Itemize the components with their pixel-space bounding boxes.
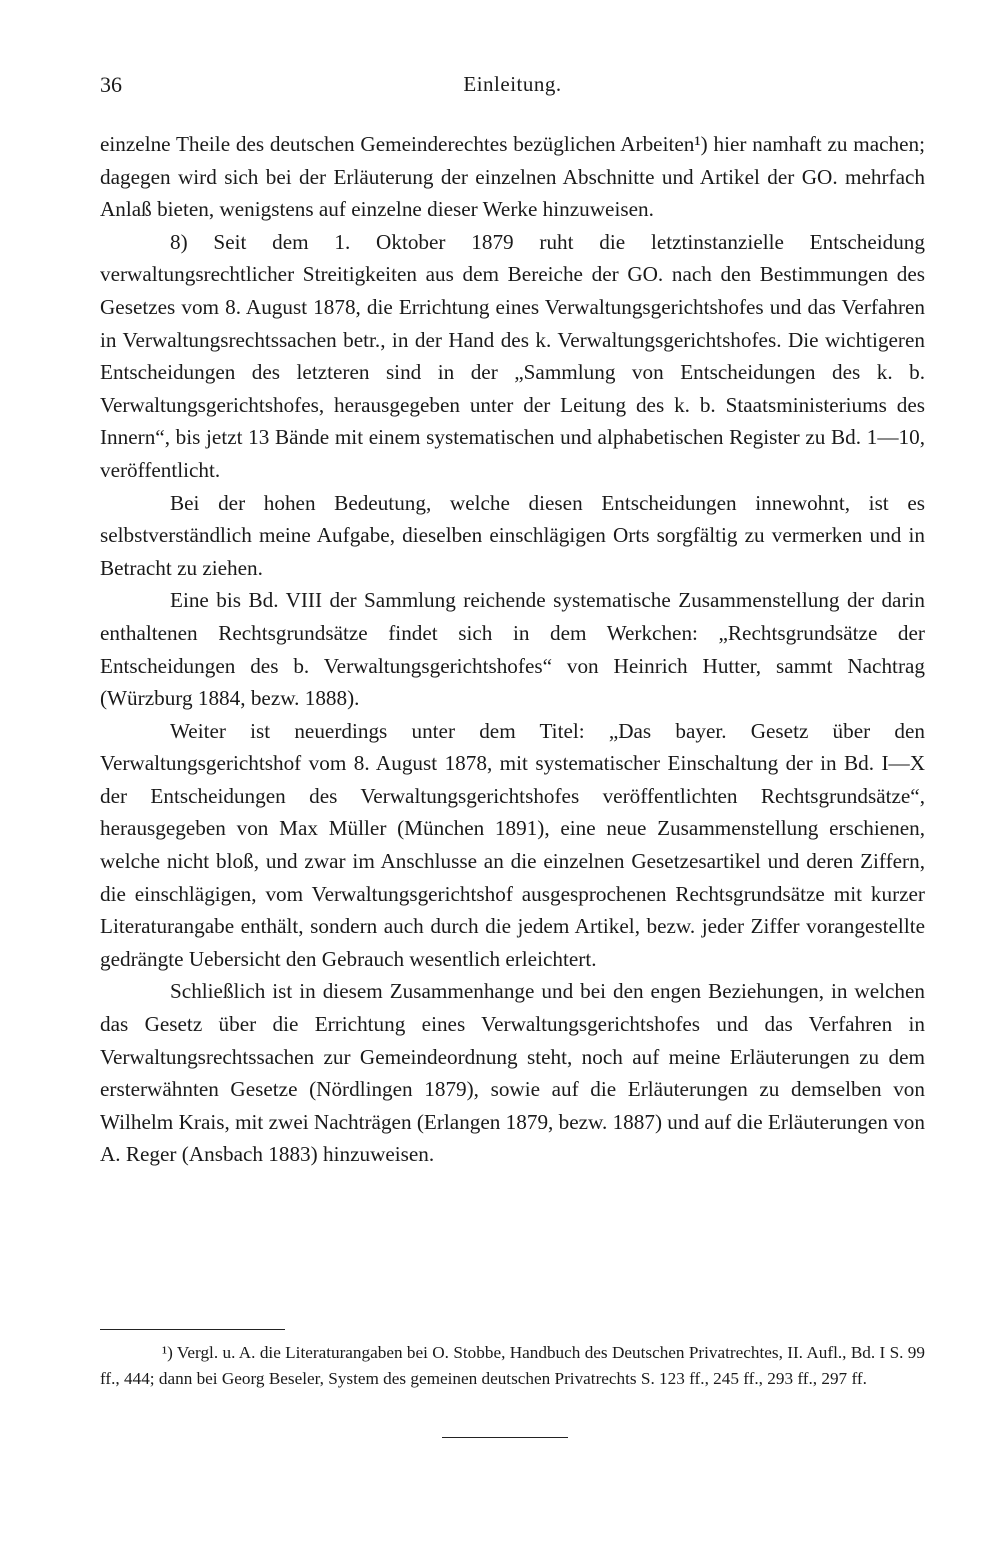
paragraph-continuation: einzelne Theile des deutschen Gemeinderechtes bezüglichen Arbeiten¹) hier namhaft zu machen; dagegen wird sich bei der Erläuterung der einzelnen Abschnitte und Artikel der GO. mehrfach Anlaß bieten, wenigstens auf einzelne dieser Werke hinzuweisen. — [100, 132, 925, 222]
footnote — [100, 1340, 925, 1392]
page-header — [100, 72, 925, 104]
main-text — [100, 128, 925, 1171]
end-rule — [442, 1437, 568, 1438]
page-number: 36 — [100, 72, 122, 97]
paragraph: Weiter ist neuerdings unter dem Titel: „Das bayer. Gesetz über den Verwaltungsgerichtshof vom 8. August 1878, mit systematischer Einschaltung der in Bd. I—X der Entscheidungen des Verwaltungsgerichtshofes veröffentlichten Rechtsgrundsätze“, herausgegeben von Max Müller (München 1891), eine neue Zusammenstellung erschienen, welche nicht bloß, und zwar im Anschlusse an die einzelnen Gesetzesartikel und deren Ziffern, die einschlägigen, vom Verwaltungsgerichtshof ausgesprochenen Rechtsgrundsätze mit kurzer Literaturangabe enthält, sondern auch durch die jedem Artikel, bezw. jeder Ziffer vorangestellte gedrängte Uebersicht den Gebrauch wesentlich erleichtert. — [100, 718, 925, 971]
footnote-divider — [100, 1329, 285, 1330]
footnote-text: ¹) Vergl. u. A. die Literaturangaben bei O. Stobbe, Handbuch des Deutschen Privatrechtes, II. Aufl., Bd. I S. 99 ff., 444; dann bei Georg Beseler, System des gemeinen deutschen Privatrechts S. 123 ff., 245 ff., 293 ff., 297 ff. — [100, 1343, 925, 1388]
paragraph: Bei der hohen Bedeutung, welche diesen Entscheidungen innewohnt, ist es selbstverständlich meine Aufgabe, dieselben einschlägigen Orts sorgfältig zu vermerken und in Betracht zu ziehen. — [100, 490, 925, 580]
paragraph-section-8: 8) Seit dem 1. Oktober 1879 ruht die letztinstanzielle Entscheidung verwaltungsrechtlicher Streitigkeiten aus dem Bereiche der GO. nach den Bestimmungen des Gesetzes vom 8. August 1878, die Errichtung eines Verwaltungsgerichtshofes und das Verfahren in Verwaltungsrechtssachen betr., in der Hand des k. Verwaltungsgerichtshofes. Die wichtigeren Entscheidungen des letzteren sind in der „Sammlung von Entscheidungen des k. b. Verwaltungsgerichtshofes, herausgegeben unter der Leitung des k. b. Staatsministeriums des Innern“, bis jetzt 13 Bände mit einem systematischen und alphabetischen Register zu Bd. 1—10, veröffentlicht. — [100, 229, 925, 482]
running-title: Einleitung. — [463, 72, 562, 96]
paragraph: Eine bis Bd. VIII der Sammlung reichende systematische Zusammenstellung der darin enthaltenen Rechtsgrundsätze findet sich in dem Werkchen: „Rechtsgrundsätze der Entscheidungen des b. Verwaltungsgerichtshofes“ von Heinrich Hutter, sammt Nachtrag (Würzburg 1884, bezw. 1888). — [100, 588, 925, 711]
paragraph: Schließlich ist in diesem Zusammenhange und bei den engen Beziehungen, in welchen das Gesetz über die Errichtung eines Verwaltungsgerichtshofes und das Verfahren in Verwaltungsrechtssachen zur Gemeindeordnung steht, noch auf meine Erläuterungen zu dem ersterwähnten Gesetze (Nördlingen 1879), sowie auf die Erläuterungen zu demselben von Wilhelm Krais, mit zwei Nachträgen (Erlangen 1879, bezw. 1887) und auf die Erläuterungen von A. Reger (Ansbach 1883) hinzuweisen. — [100, 979, 925, 1167]
